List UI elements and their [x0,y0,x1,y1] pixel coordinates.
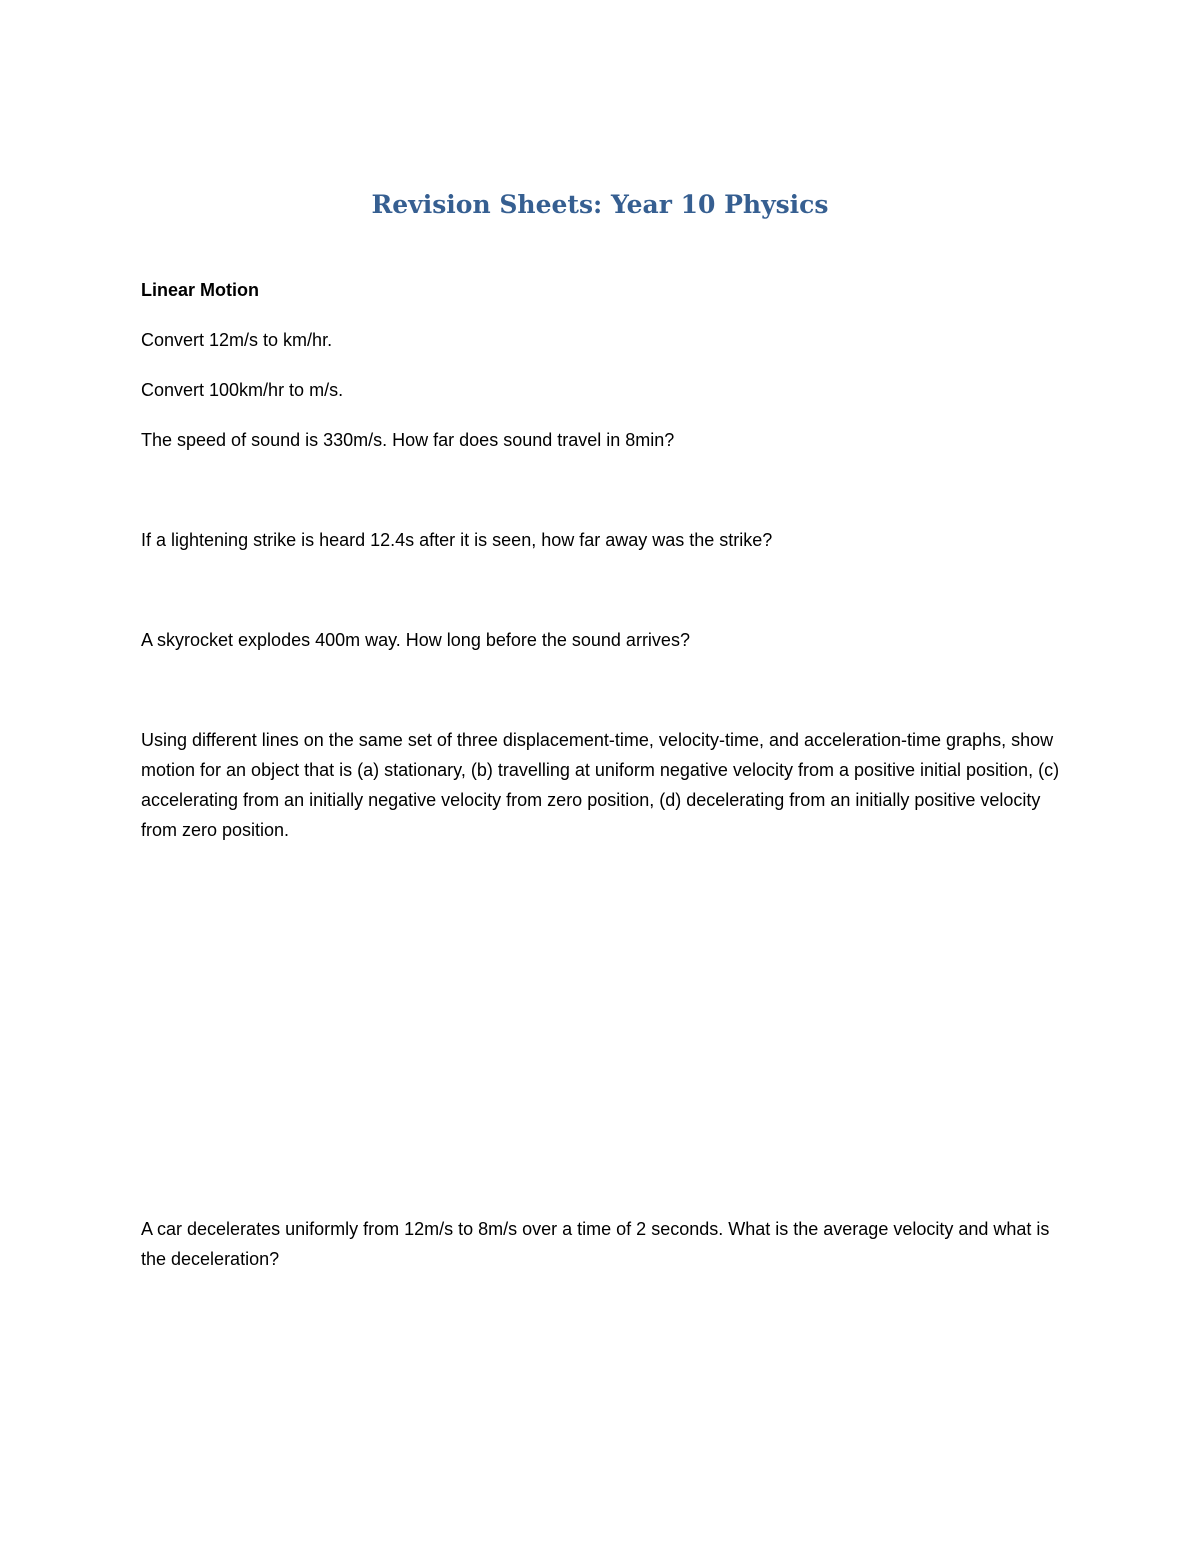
section-heading: Linear Motion [141,280,259,300]
question-7: A car decelerates uniformly from 12m/s to 8m/s over a time of 2 seconds. What is the average velocity and what is the deceleration? [141,1219,1050,1269]
question-4: If a lightening strike is heard 12.4s after it is seen, how far away was the strike? [141,530,773,550]
question-1: Convert 12m/s to km/hr. [141,330,333,350]
question-3: The speed of sound is 330m/s. How far does sound travel in 8min? [141,430,675,450]
question-6: Using different lines on the same set of three displacement-time, velocity-time, and acceleration-time graphs, show motion for an object that is (a) stationary, (b) travelling at uniform negative velocity from a positive initial position, (c) accelerating from an initially negative velocity from zero position, (d) decelerating from an initially positive velocity from zero position. [141,730,1060,840]
question-5: A skyrocket explodes 400m way. How long before the sound arrives? [141,630,690,650]
document-title: Revision Sheets: Year 10 Physics [371,190,829,219]
question-2: Convert 100km/hr to m/s. [141,380,344,400]
